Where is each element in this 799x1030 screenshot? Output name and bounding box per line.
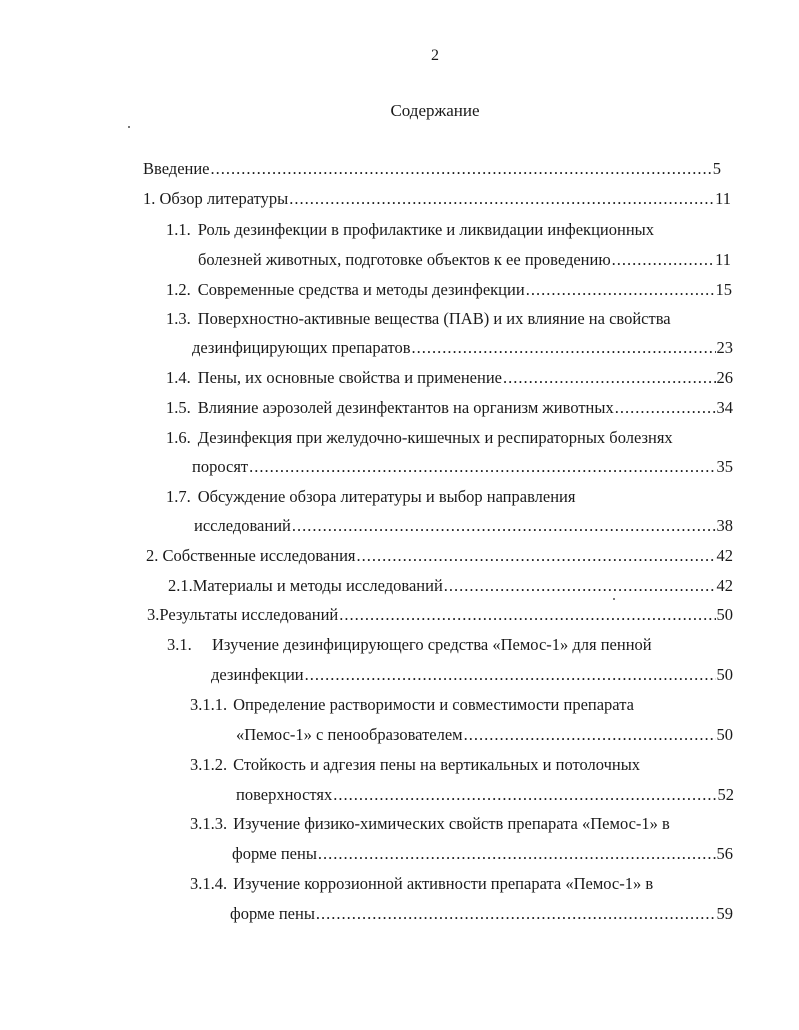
toc-entry-3-1-2[interactable] (190, 754, 710, 776)
toc-entry-page: 50 (716, 665, 733, 684)
toc-entry-text: Влияние аэрозолей дезинфектантов на организм животных (197, 398, 614, 417)
toc-entry-1-7[interactable] (166, 486, 736, 508)
toc-entry-3-1-3[interactable] (190, 813, 740, 835)
toc-entry-text: дезинфекции (211, 665, 304, 684)
toc-entry-page: 5 (712, 159, 721, 178)
toc-entry-number: 3.1.4. (190, 874, 228, 893)
toc-leader-dots (444, 575, 716, 597)
toc-entry-page: 38 (716, 516, 733, 535)
stray-mark (613, 598, 615, 600)
toc-entry-3-1[interactable] (167, 634, 737, 656)
page-number: 2 (431, 47, 439, 64)
toc-entry-page: 23 (716, 338, 733, 357)
toc-entry-text: Пены, их основные свойства и применение (197, 368, 502, 387)
toc-entry-page: 11 (715, 189, 731, 208)
toc-entry-text: поверхностях (236, 785, 333, 804)
toc-entry-page: 15 (715, 280, 732, 299)
toc-entry-3-1-continued[interactable] (211, 664, 733, 686)
toc-leader-dots (503, 367, 716, 389)
toc-entry-number: 1.3. (166, 309, 191, 328)
toc-entry-page: 35 (716, 457, 733, 476)
toc-entry-page: 50 (716, 605, 733, 624)
page-title: Содержание (390, 101, 480, 120)
toc-entry-text: Определение растворимости и совместимости препарата (233, 695, 634, 714)
toc-entry-1-6-continued[interactable] (192, 456, 733, 478)
toc-entry-3-1-3-continued[interactable] (232, 843, 733, 865)
toc-entry-1-6[interactable] (166, 427, 741, 449)
toc-entry-text: Изучение физико-химических свойств препарата «Пемос-1» в (233, 814, 670, 833)
toc-entry-text: Материалы и методы исследований (192, 576, 443, 595)
toc-entry-text: болезней животных, подготовке объектов к ее проведению (198, 250, 611, 269)
toc-entry-1-2[interactable] (166, 279, 732, 301)
toc-entry-1-1-continued[interactable] (198, 249, 731, 271)
toc-entry-page: 42 (716, 546, 733, 565)
toc-entry-literature-review[interactable] (143, 188, 731, 210)
toc-entry-text: 1. Обзор литературы (143, 189, 289, 208)
toc-entry-text: Введение (143, 159, 210, 178)
toc-entry-text: Поверхностно-активные вещества (ПАВ) и их влияние на свойства (197, 309, 671, 328)
toc-entry-3-1-1[interactable] (190, 694, 710, 716)
toc-entry-3-1-2-continued[interactable] (236, 784, 734, 806)
toc-leader-dots (464, 724, 716, 746)
toc-entry-1-3-continued[interactable] (192, 337, 733, 359)
toc-entry-text: форме пены (232, 844, 317, 863)
toc-leader-dots (292, 515, 716, 537)
toc-entry-number: 3.1.3. (190, 814, 228, 833)
toc-entry-3-1-4[interactable] (190, 873, 740, 895)
toc-entry-text: Роль дезинфекции в профилактике и ликвидации инфекционных (197, 220, 654, 239)
toc-entry-1-4[interactable] (166, 367, 733, 389)
toc-entry-number: 3.1.1. (190, 695, 228, 714)
toc-entry-text: форме пены (230, 904, 315, 923)
toc-entry-text: Стойкость и адгезия пены на вертикальных и потолочных (233, 755, 641, 774)
toc-leader-dots (357, 545, 716, 567)
toc-entry-number: 2.1. (168, 576, 193, 595)
toc-entry-number: 1.6. (166, 428, 191, 447)
toc-entry-number: 1.5. (166, 398, 191, 417)
toc-entry-number: 1.7. (166, 487, 191, 506)
toc-leader-dots (289, 188, 714, 210)
toc-leader-dots (305, 664, 716, 686)
toc-leader-dots (412, 337, 716, 359)
toc-entry-page: 11 (715, 250, 731, 269)
toc-entry-page: 50 (716, 725, 733, 744)
toc-entry-text: 2. Собственные исследования (146, 546, 356, 565)
toc-entry-1-1[interactable] (166, 219, 736, 241)
toc-entry-introduction[interactable] (143, 158, 721, 180)
toc-entry-2-1[interactable] (168, 575, 733, 597)
toc-entry-1-3[interactable] (166, 308, 736, 330)
toc-entry-text: исследований (194, 516, 291, 535)
toc-entry-text: поросят (192, 457, 249, 476)
toc-leader-dots (318, 843, 716, 865)
toc-leader-dots (526, 279, 715, 301)
toc-entry-page: 42 (716, 576, 733, 595)
toc-entry-text: Изучение коррозионной активности препарата «Пемос-1» в (233, 874, 654, 893)
toc-entry-text: Изучение дезинфицирующего средства «Пемос-1» для пенной (212, 635, 652, 654)
toc-leader-dots (316, 903, 716, 925)
toc-entry-number: 1.1. (166, 220, 191, 239)
toc-entry-1-7-continued[interactable] (194, 515, 733, 537)
toc-entry-3-1-4-continued[interactable] (230, 903, 733, 925)
toc-entry-1-5[interactable] (166, 397, 733, 419)
toc-entry-number: 1.2. (166, 280, 191, 299)
toc-entry-3-1-1-continued[interactable] (236, 724, 733, 746)
toc-entry-page: 56 (716, 844, 733, 863)
toc-leader-dots (333, 784, 716, 806)
toc-entry-number: 3.1.2. (190, 755, 228, 774)
toc-entry-text: дезинфицирующих препаратов (192, 338, 411, 357)
toc-leader-dots (612, 249, 714, 271)
toc-leader-dots (249, 456, 715, 478)
toc-entry-text: Современные средства и методы дезинфекции (197, 280, 525, 299)
toc-entry-text: Обсуждение обзора литературы и выбор направления (197, 487, 576, 506)
toc-entry-number: 1.4. (166, 368, 191, 387)
toc-leader-dots (211, 158, 712, 180)
toc-entry-page: 52 (717, 785, 734, 804)
toc-entry-number: 3. (147, 605, 160, 624)
toc-entry-results[interactable] (147, 604, 733, 626)
toc-entry-page: 34 (716, 398, 733, 417)
toc-entry-text: «Пемос-1» с пенообразователем (236, 725, 463, 744)
toc-leader-dots (615, 397, 716, 419)
toc-leader-dots (339, 604, 715, 626)
toc-entry-page: 59 (716, 904, 733, 923)
toc-entry-text: Дезинфекция при желудочно-кишечных и респираторных болезнях (197, 428, 673, 447)
toc-entry-own-research[interactable] (146, 545, 733, 567)
toc-entry-text: Результаты исследований (159, 605, 339, 624)
toc-entry-number: 3.1. (167, 635, 192, 654)
stray-mark (128, 126, 130, 128)
toc-entry-page: 26 (716, 368, 733, 387)
